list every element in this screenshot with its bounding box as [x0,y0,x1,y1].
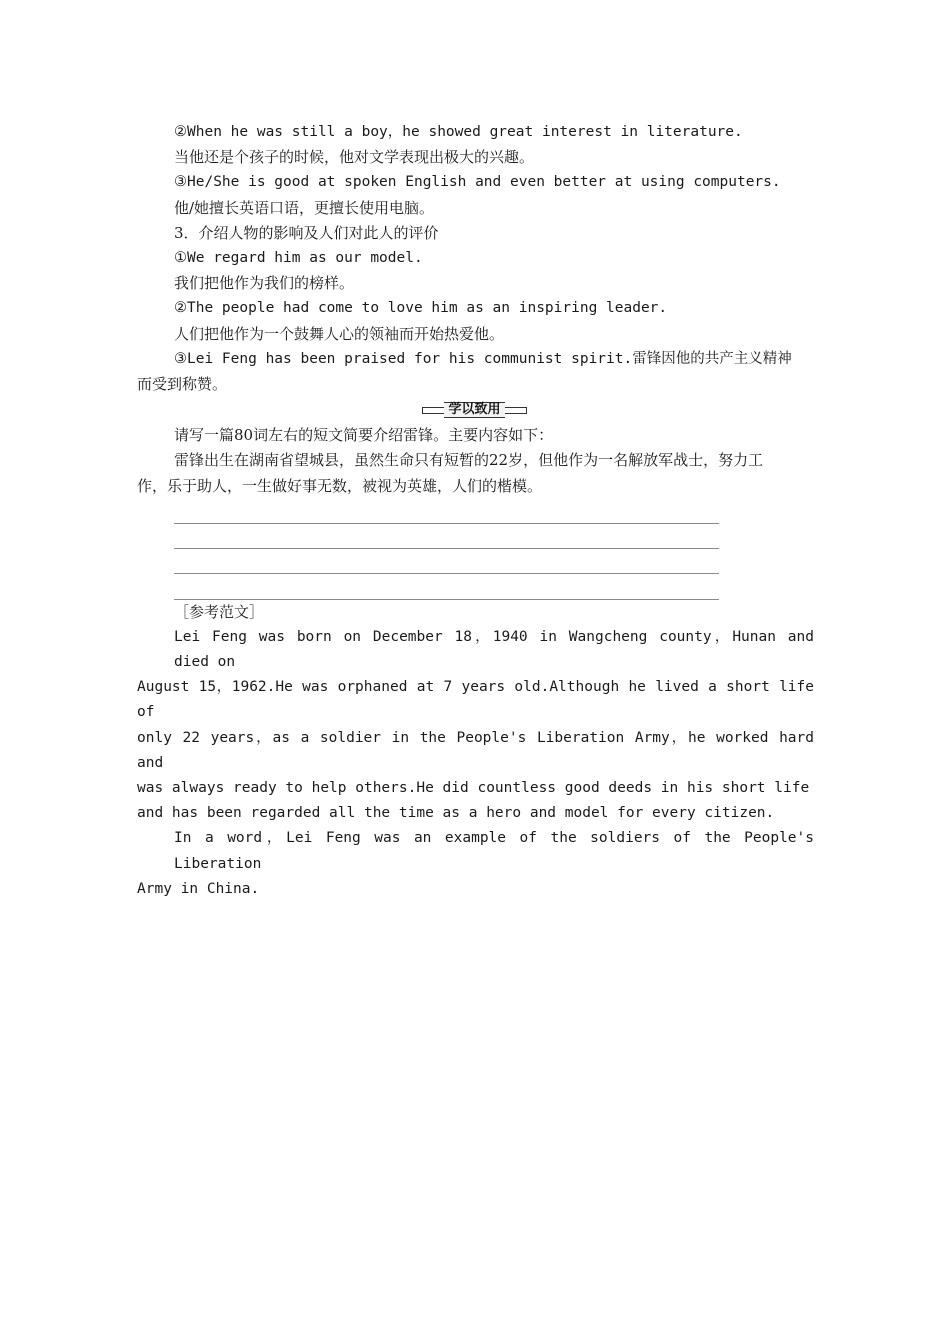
example-sentence-en: ②The people had come to love him as an inspiring leader. [174,300,668,317]
example-sentence-en: ③He/She is good at spoken English and even better at using computers. [174,174,781,191]
example-sentence-zh: 人们把他作为一个鼓舞人心的领袖而开始热爱他。 [174,324,505,343]
reference-paragraph-line: In a word，Lei Feng was an example of the soldiers of the People's Liberation [174,830,814,872]
banner-right-ornament [505,407,527,414]
reference-paragraph-line: Lei Feng was born on December 18，1940 in Wangcheng county，Hunan and died on [174,628,814,670]
example-sentence-zh: 当他还是个孩子的时候，他对文学表现出极大的兴趣。 [174,148,535,167]
reference-label: ［参考范文］ [174,602,265,621]
reference-paragraph-line: only 22 years，as a soldier in the People's Liberation Army，he worked hard and [137,729,814,771]
answer-line[interactable] [174,524,719,549]
example-sentence-mixed: ③Lei Feng has been praised for his communist spirit.雷锋因他的共产主义精神 [174,350,792,367]
reference-paragraph-line: and has been regarded all the time as a hero and model for every citizen. [137,805,775,822]
practice-banner [137,397,812,423]
example-sentence-zh: 他/她擅长英语口语，更擅长使用电脑。 [174,198,435,217]
reference-paragraph-line: was always ready to help others.He did countless good deeds in his short life [137,780,810,797]
example-sentence-en: ①We regard him as our model. [174,250,423,267]
document-body [137,120,814,902]
answer-line[interactable] [174,574,719,599]
example-sentence-zh-continued: 而受到称赞。 [137,375,228,394]
practice-prompt: 请写一篇80词左右的短文简要介绍雷锋。主要内容如下： [174,426,554,445]
reference-paragraph-line: August 15，1962.He was orphaned at 7 years old.Although he lived a short life of [137,679,814,721]
answer-line[interactable] [174,549,719,574]
banner-label: 学以致用 [444,402,504,418]
reference-paragraph-line: Army in China. [137,880,260,897]
practice-detail: 雷锋出生在湖南省望城县，虽然生命只有短暂的22岁，但他作为一名解放军战士，努力工 [174,451,764,470]
section-heading: 3．介绍人物的影响及人们对此人的评价 [174,223,439,242]
banner-left-ornament [422,407,444,414]
practice-detail-continued: 作，乐于助人，一生做好事无数，被视为英雄，人们的楷模。 [137,476,543,495]
example-sentence-en: ②When he was still a boy，he showed great interest in literature. [174,124,743,140]
example-sentence-zh: 我们把他作为我们的榜样。 [174,274,355,293]
answer-line[interactable] [174,499,719,524]
banner-frame [422,402,526,418]
